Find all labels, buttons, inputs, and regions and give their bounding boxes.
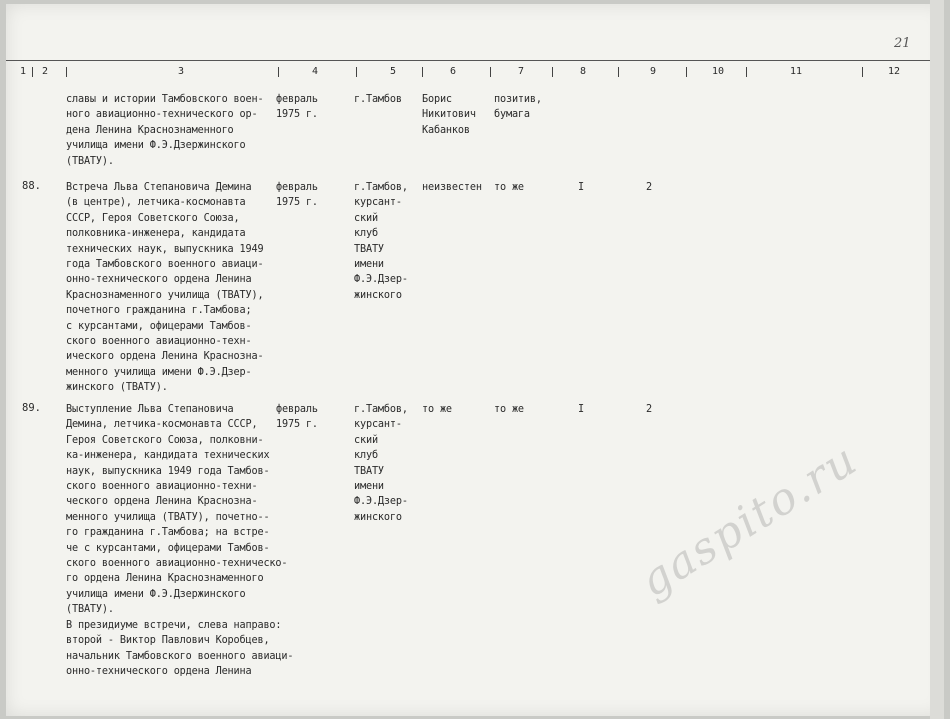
column-number-header — [6, 66, 944, 80]
column-divider — [552, 67, 553, 77]
column-divider — [278, 67, 279, 77]
row-place: г.Тамбов, курсант- ский клуб ТВАТУ имени Ф.Э.Дзер- жинского — [354, 182, 408, 301]
row-date: февраль 1975 г. — [276, 94, 318, 121]
column-divider — [422, 67, 423, 77]
column-divider — [356, 67, 357, 77]
page-number: 21 — [894, 36, 911, 51]
column-number: 9 — [650, 66, 657, 77]
watermark-logo: gaspito.ru — [631, 433, 867, 608]
row-number: 88. — [22, 180, 41, 192]
column-divider — [32, 67, 33, 77]
column-number: 2 — [42, 66, 49, 77]
column-number: 11 — [790, 66, 803, 77]
column-number: 3 — [178, 66, 185, 77]
column-number: 6 — [450, 66, 457, 77]
row-place: г.Тамбов, курсант- ский клуб ТВАТУ имени Ф.Э.Дзер- жинского — [354, 404, 408, 523]
column-number: 1 — [20, 66, 27, 77]
row-copies: I — [578, 182, 584, 193]
row-date: февраль 1975 г. — [276, 182, 318, 209]
column-divider — [746, 67, 747, 77]
row-type: позитив, бумага — [494, 94, 542, 121]
row-description: славы и истории Тамбовского воен- ного авиационно-технического ор- дена Ленина Краснознаменного училища имени Ф.Э.Дзержинского (ТВАТУ). — [66, 94, 264, 167]
column-number: 4 — [312, 66, 319, 77]
column-number: 7 — [518, 66, 525, 77]
page-edge — [930, 0, 944, 719]
row-type: то же — [494, 182, 524, 193]
row-description: Выступление Льва Степановича Демина, летчика-космонавта СССР, Героя Советского Союза, полковни- ка-инженера, кандидата технических наук, выпускника 1949 года Тамбов- ского военного авиационно-техни- ческого ордена Ленина Краснозна- менного училища (ТВАТУ), почетно-- го гражданина г.Тамбова; на встре- че с курсантами, офицерами Тамбов- ского военного авиационно-техническо- го ордена Ленина Краснознаменного училища имени Ф.Э.Дзержинского (ТВАТУ). В президиуме встречи, слева направо: второй - Виктор Павлович Коробцев, начальник Тамбовского военного авиаци- онно-технического ордена Ленина — [66, 404, 294, 677]
column-divider — [686, 67, 687, 77]
row-description: Встреча Льва Степановича Демина (в центре), летчика-космонавта СССР, Героя Советского Союза, полковника-инженера, кандидата технических наук, выпускника 1949 года Тамбовского военного авиаци- онно-технического ордена Ленина Краснознаменного училища (ТВАТУ), почетного гражданина г.Тамбова; с курсантами, офицерами Тамбов- ского военного авиационно-техн- ического ордена Ленина Краснозна- менного училища имени Ф.Э.Дзер- жинского (ТВАТУ). — [66, 182, 264, 394]
column-number: 8 — [580, 66, 587, 77]
column-number: 10 — [712, 66, 725, 77]
column-number: 5 — [390, 66, 397, 77]
row-count: 2 — [646, 404, 652, 415]
row-type: то же — [494, 404, 524, 415]
row-place: г.Тамбов — [354, 94, 402, 105]
row-author: неизвестен — [422, 182, 482, 193]
column-divider — [490, 67, 491, 77]
row-count: 2 — [646, 182, 652, 193]
row-author: то же — [422, 404, 452, 415]
document-sheet — [6, 4, 944, 716]
column-divider — [862, 67, 863, 77]
row-copies: I — [578, 404, 584, 415]
row-number: 89. — [22, 402, 41, 414]
column-number: 12 — [888, 66, 901, 77]
header-rule — [6, 60, 944, 61]
row-date: февраль 1975 г. — [276, 404, 318, 431]
row-author: Борис Никитович Кабанков — [422, 94, 476, 136]
column-divider — [618, 67, 619, 77]
column-divider — [66, 67, 67, 77]
